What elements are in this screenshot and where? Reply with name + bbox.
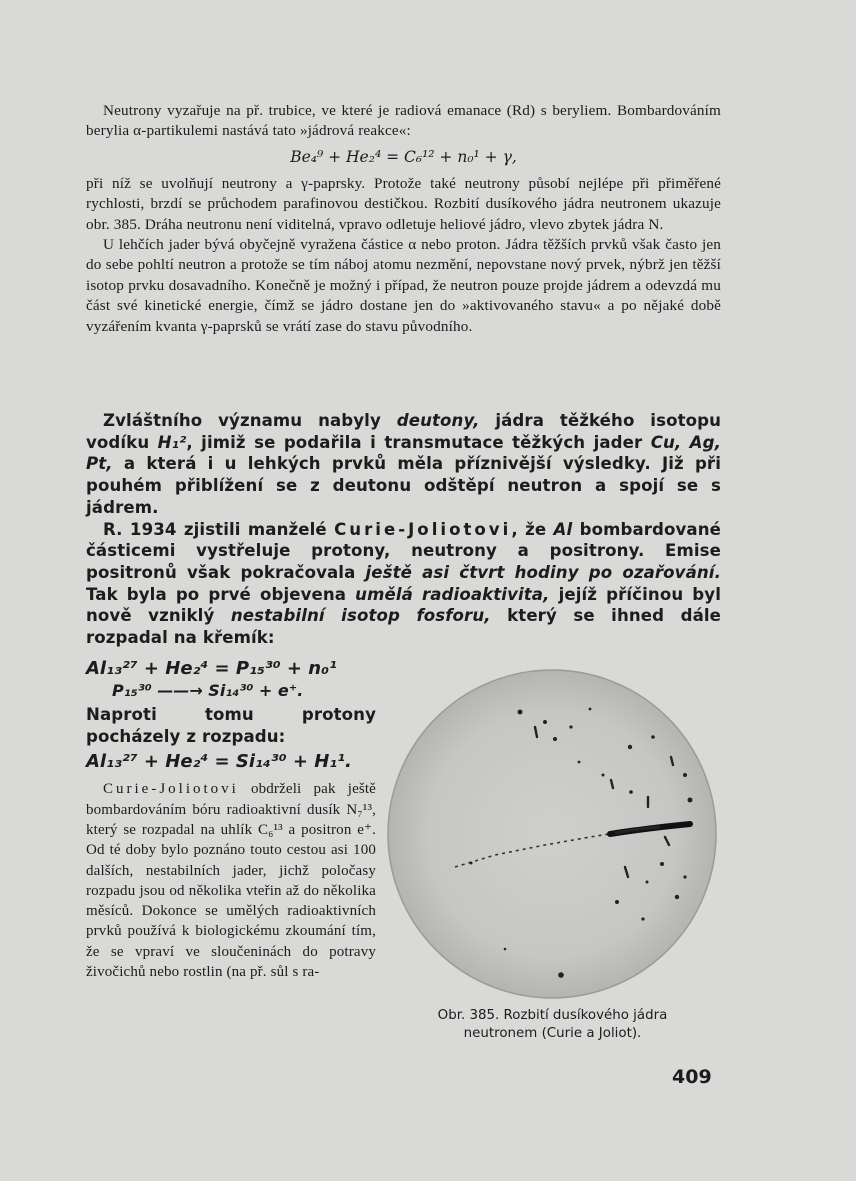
paragraph-1: Neutrony vyzařuje na př. trubice, ve které je radiová emanace (Rd) s beryliem. Bombardováním berylia α-partikulemi nastává tato »jádrová reakce«:	[86, 102, 721, 140]
equation-aluminium-phosphorus: Al₁₃²⁷ + He₂⁴ = P₁₅³⁰ + n₀¹	[86, 658, 337, 679]
equation-phosphorus-silicon: P₁₅³⁰ ——→ Si₁₄³⁰ + e⁺.	[112, 681, 304, 700]
paragraph-3: U lehčích jader bývá obyčejně vyražena částice α nebo proton. Jádra těžších prvků však často jen do sebe pohltí neutron a protože se tím náboj atomu nezmění, nepovstane nový prvek, nýbrž jen těžší isotop prvku dosavadního. Konečně je možný i případ, že neutron pouze projde jádrem a odevzdá mu část své kinetické energie, čímž se jádro dostane jen do »aktivovaného stavu« a po nějaké době vyzářením kvanta γ-paprsků se vrátí zase do stavu původního.	[86, 236, 721, 335]
paragraph-radioactive-isotopes: Curie-Joliotovi obdrželi pak ještě bombardováním bóru radioaktivní dusík N₇¹³, který se rozpadal na uhlík C₆¹³ a positron e⁺. Od té doby bylo poznáno touto cestou asi 100 dalších, nestabilních jader, jichž poločasy rozpadu jsou od několika vteřin až do několika měsíců. Dokonce se umělých radioaktivních prvků používá k biologickému zkoumání tím, že se vpraví ve sloučeninách do potravy živočichů nebo rostlin (na př. sůl s ra-	[86, 781, 376, 981]
caption-line-2: neutronem (Curie a Joliot).	[463, 1026, 642, 1041]
page-number: 409	[672, 1066, 712, 1088]
text-top	[86, 101, 721, 337]
cloud-chamber-photo	[385, 667, 720, 1002]
equation-beryllium: Be₄⁹ + He₂⁴ = C₆¹² + n₀¹ + γ,	[290, 147, 517, 166]
equation-aluminium-silicon: Al₁₃²⁷ + He₂⁴ = Si₁₄³⁰ + H₁¹.	[86, 751, 352, 773]
text-main	[86, 410, 721, 649]
paragraph-protons: Naproti tomu protony pocházely z rozpadu:	[86, 705, 376, 746]
figure-caption	[385, 1007, 720, 1043]
paragraph-2: při níž se uvolňují neutrony a γ-paprsky. Protože také neutrony působí nejlépe při přiměřené rychlosti, brzdí se průchodem parafinovou destičkou. Rozbití dusíkového jádra neutronem ukazuje obr. 385. Dráha neutronu není viditelná, vpravo odletuje heliové jádro, vlevo zbytek jádra N.	[86, 174, 721, 233]
paragraph-curie-joliot: R. 1934 zjistili manželé Curie-Joliotovi, že Al bombardované částicemi vystřeluje protony, neutrony a positrony. Emise positronů však pokračovala ještě asi čtvrt hodiny po ozařování. Tak byla po prvé objevena umělá radioaktivita, jejíž příčinou byl nově vzniklý nestabilní isotop fosforu, který se ihned dále rozpadal na křemík:	[86, 519, 722, 648]
caption-line-1: Obr. 385. Rozbití dusíkového jádra	[437, 1008, 668, 1023]
text-left-column	[86, 658, 376, 982]
paragraph-deutons: Zvláštního významu nabyly deutony, jádra těžkého isotopu vodíku H₁², jimiž se podařila i transmutace těžkých jader Cu, Ag, Pt, a která i u lehkých prvků měla příznivější výsledky. Již při pouhém přiblížení se z deutonu odštěpí neutron a spojí se s jádrem.	[86, 411, 722, 517]
